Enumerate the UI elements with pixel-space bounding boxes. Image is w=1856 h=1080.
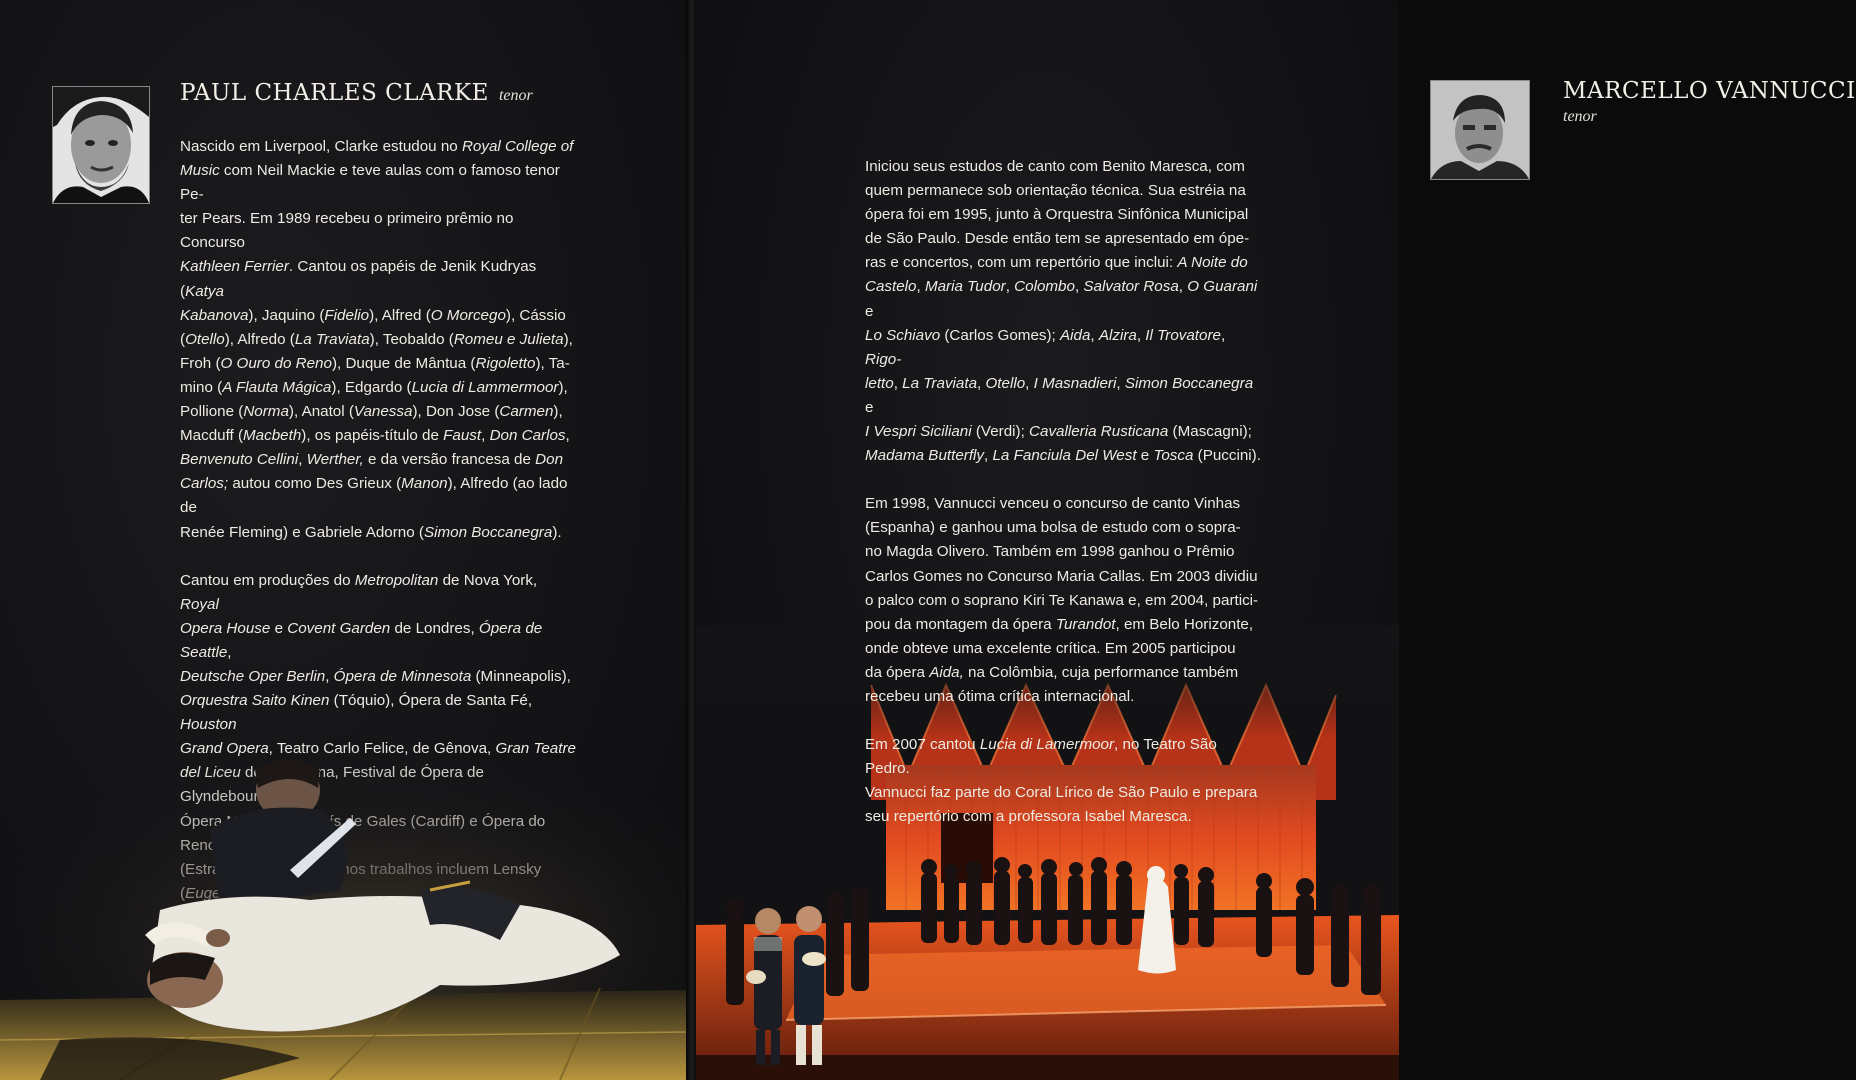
bio-paragraph: Iniciou seus estudos de canto com Benito Maresca, com quem permanece sob orientação técnica. Sua estréia na ópera foi em 1995, junto à Orquestra Sinfônica Municipal de São Paulo. Desde então tem se apresentado em ópe- ras e concertos, com um repertório que inclui: A Noite do Castelo, Maria Tudor, Colombo, Salvator Rosa, O Guarani e Lo Schiavo (Carlos Gomes); Aida, Alzira, Il Trovatore, Rigo- letto, La Traviata, Otello, I Masnadieri, Simon Boccanegra e I Vespri Siciliani (Verdi); Cavalleria Rusticana (Mascagni); Madama Butterfly, La Fanciula Del West e Tosca (Puccini). — [865, 158, 1261, 465]
portrait-photo-clarke — [52, 86, 150, 204]
bio-paragraph: Em 1998, Vannucci venceu o concurso de canto Vinhas (Espanha) e ganhou uma bolsa de estudo com o sopra- no Magda Olivero. Também em 1998 ganhou o Prêmio Carlos Gomes no Concurso Maria Callas. Em 2003 dividiu o palco com o soprano Kiri Te Kanawa e, em 2004, partici- pou da montagem da ópera Turandot, em Belo Horizonte, onde obteve uma excelente crítica. Em 2005 participou da ópera Aida, na Colômbia, cuja performance também recebeu uma ótima crítica internacional. — [865, 495, 1259, 705]
bio-paragraph: Nascido em Liverpool, Clarke estudou no Royal College of Music com Neil Mackie e teve aulas com o famoso tenor Pe- ter Pears. Em 1989 recebeu o primeiro prêmio no Concurso Kathleen Ferrier. Cantou os papéis de Jenik Kudryas (Katya Kabanova), Jaquino (Fidelio), Alfred (O Morcego), Cássio (Otello), Alfredo (La Traviata), Teobaldo (Romeu e Julieta), Froh (O Ouro do Reno), Duque de Mântua (Rigoletto), Ta- mino (A Flauta Mágica), Edgardo (Lucia di Lammermoor), Pollione (Norma), Anatol (Vanessa), Don Jose (Carmen), Macduff (Macbeth), os papéis-título de Faust, Don Carlos, Benvenuto Cellini, Werther, e da versão francesa de Don Carlos; autou como Des Grieux (Manon), Alfredo (ao lado de Renée Fleming) e Gabriele Adorno (Simon Boccanegra). — [180, 138, 574, 541]
bio-paragraph: Cantou em produções do Metropolitan de Nova York, Royal Opera House e Covent Garden de Londres, Ópera de Seattle, Deutsche Oper Berlin, Ópera de Minnesota (Minneapolis), Orquestra Saito Kinen (Tóquio), Ópera de Santa Fé, Houston — [180, 571, 571, 734]
singer-name: MARCELLO VANNUCCI — [1563, 78, 1856, 104]
bio-paragraph: Em 2007 cantou Lucia di Lamermoor, no Teatro São Pedro. Vannucci faz parte do Coral Lírico de São Paulo e prepara seu repertório com a professora Isabel Maresca. — [865, 736, 1258, 826]
singer-name-heading — [180, 80, 533, 106]
biography-text — [865, 155, 1265, 853]
portrait-photo-vannucci — [1430, 80, 1530, 180]
voice-type: tenor — [1563, 108, 1597, 125]
singer-name-heading — [1563, 78, 1856, 104]
left-page — [0, 0, 688, 1080]
singer-name: PAUL CHARLES CLARKE — [180, 80, 489, 106]
stage-photo-death-scene — [0, 740, 688, 1080]
voice-type: tenor — [498, 87, 533, 104]
